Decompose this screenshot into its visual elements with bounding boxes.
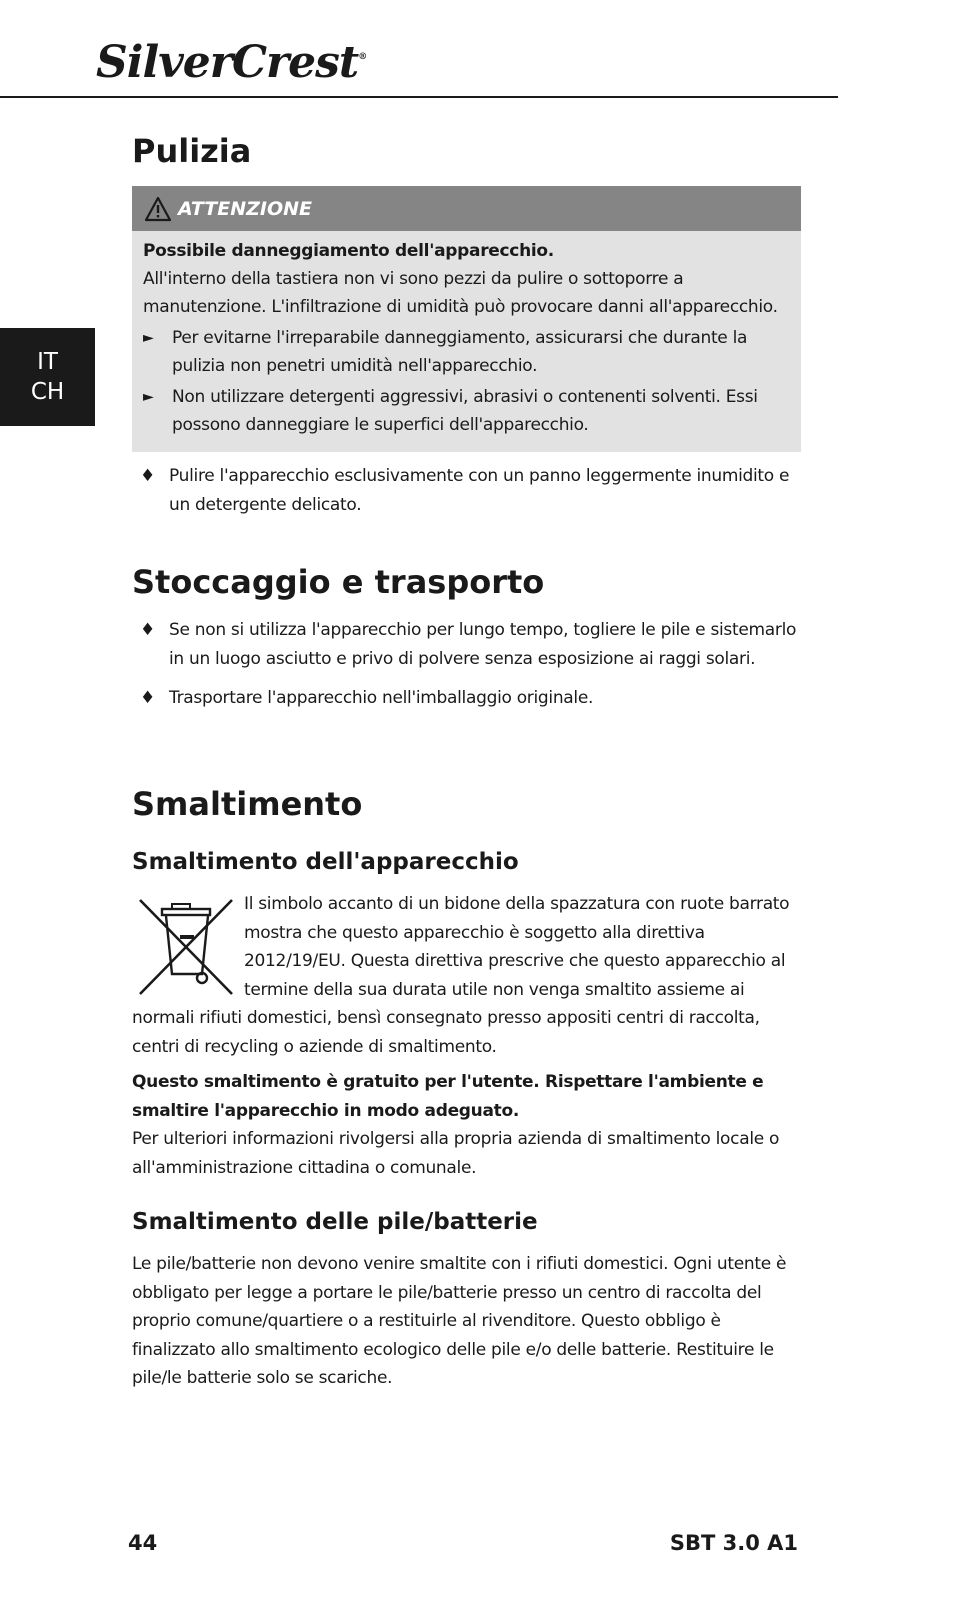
crossed-out-wheelie-bin-icon [136, 890, 236, 1000]
warning-item: ► Non utilizzare detergenti aggressivi, abrasivi o contenenti solventi. Essi possono danneggiare le superfici dell'apparecchio. [143, 383, 791, 439]
subsection-title-device: Smaltimento dell'apparecchio [132, 849, 519, 875]
device-disposal-notice: Questo smaltimento è gratuito per l'utente. Rispettare l'ambiente e smaltire l'apparecchio in modo adeguato. [132, 1072, 764, 1121]
battery-disposal-text: Le pile/batterie non devono venire smaltite con i rifiuti domestici. Ogni utente è obbligato per legge a portare le pile/batterie presso un centro di raccolta del proprio comune/quartiere o a restituirle al rivenditore. Questo obbligo è finalizzato allo smaltimento ecologico delle pile e/o delle batterie. Restituire le pile/le batterie solo se scariche. [132, 1254, 787, 1388]
warning-heading: Possibile danneggiamento dell'apparecchio. [143, 241, 554, 261]
diamond-bullet-icon: ♦ [140, 620, 155, 640]
warning-box [132, 231, 801, 452]
section-title-smaltimento: Smaltimento [132, 785, 363, 823]
device-disposal-body: Il simbolo accanto di un bidone della spazzatura con ruote barrato mostra che questo apparecchio è soggetto alla direttiva 2012/19/EU. Questa direttiva prescrive che questo apparecchio al termine della sua durata utile non venga smaltito assieme ai normali rifiuti domestici, bensì consegnato presso appositi centri di raccolta, centri di recycling o aziende di smaltimento. [132, 894, 790, 1057]
language-code-ch: CH [30, 379, 65, 405]
warning-header [132, 186, 801, 231]
section-title-pulizia: Pulizia [132, 132, 252, 170]
device-disposal-text [132, 890, 804, 1182]
warning-item: ► Per evitarne l'irreparabile danneggiamento, assicurarsi che durante la pulizia non penetri umidità nell'apparecchio. [143, 324, 791, 380]
language-code-it: IT [37, 349, 58, 375]
model-number: SBT 3.0 A1 [669, 1531, 798, 1555]
arrow-right-icon: ► [143, 330, 154, 346]
diamond-bullet-icon: ♦ [140, 688, 155, 708]
list-item: ♦ Pulire l'apparecchio esclusivamente con un panno leggermente inumidito e un detergente delicato. [132, 462, 804, 519]
list-item: ♦ Trasportare l'apparecchio nell'imballaggio originale. [132, 684, 804, 713]
warning-text: All'interno della tastiera non vi sono pezzi da pulire o sottoporre a manutenzione. L'infiltrazione di umidità può provocare danni all'apparecchio. [143, 269, 778, 317]
list-item: ♦ Se non si utilizza l'apparecchio per lungo tempo, togliere le pile e sistemarlo in un luogo asciutto e privo di polvere senza esposizione ai raggi solari. [132, 616, 804, 673]
header-divider [0, 96, 838, 98]
subsection-title-batteries: Smaltimento delle pile/batterie [132, 1209, 538, 1235]
stoccaggio-bullets [132, 616, 804, 713]
brand-logo: SilverCrest® [96, 37, 367, 88]
arrow-right-icon: ► [143, 389, 154, 405]
page-number: 44 [128, 1531, 158, 1555]
warning-triangle-icon [144, 196, 172, 222]
device-disposal-info: Per ulteriori informazioni rivolgersi alla propria azienda di smaltimento locale o all'amministrazione cittadina o comunale. [132, 1129, 780, 1178]
language-tab [0, 328, 95, 426]
diamond-bullet-icon: ♦ [140, 466, 155, 486]
pulizia-bullets [132, 462, 804, 519]
warning-label: ATTENZIONE [178, 197, 313, 220]
section-title-stoccaggio: Stoccaggio e trasporto [132, 563, 545, 601]
